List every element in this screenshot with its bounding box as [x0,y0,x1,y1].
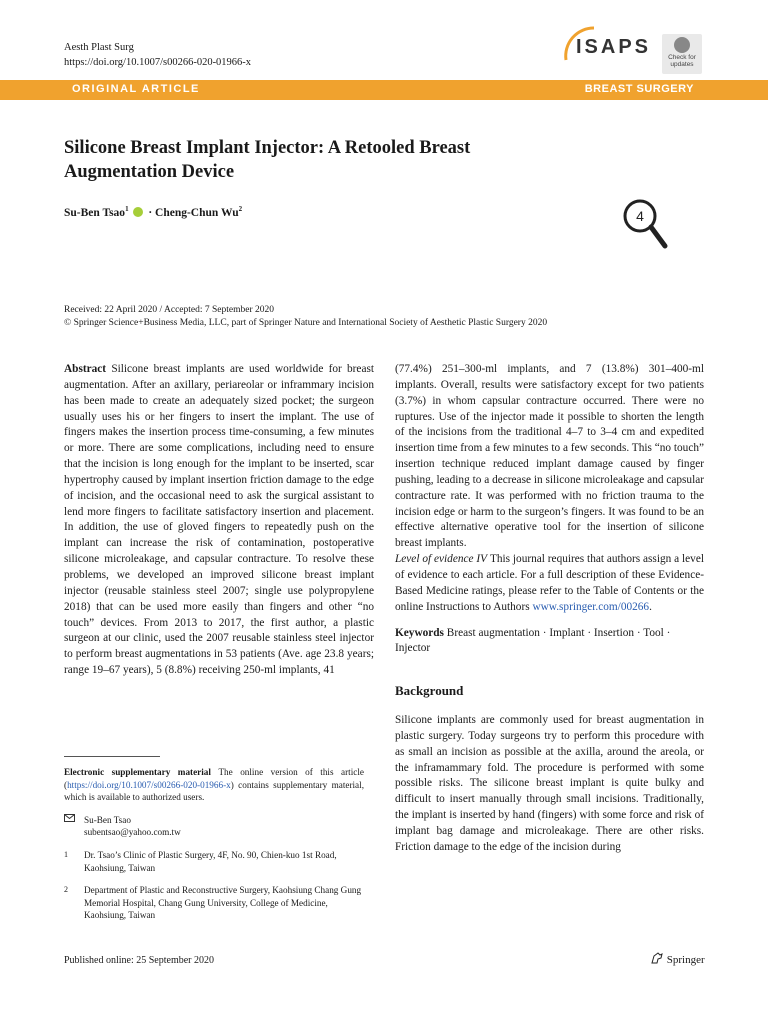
envelope-icon [64,814,84,839]
evidence-level-number: 4 [636,208,644,224]
author-name[interactable]: Cheng-Chun Wu [155,206,239,219]
springer-link[interactable]: www.springer.com/00266 [532,600,650,613]
bookmark-icon [674,37,690,53]
level-of-evidence-label: Level of evidence IV [395,553,488,566]
abstract-left-column [64,362,374,679]
subject-label: BREAST SURGERY [584,83,694,95]
author-line: Su-Ben Tsao$^1$ · Cheng-Chun Wu$^2$ [64,205,243,219]
isaps-logo: ISAPS [556,22,652,74]
orcid-icon[interactable] [133,207,143,217]
abstract-text-left: Silicone breast implants are used worldwide for breast augmentation. After an axillary, periareolar or inframmary incision has been made to create an adequately sized pocket; the surgeon usually uses his or her fingers to insert the implant. The use of fingers makes the insertion process time-consuming, a few minutes or more. There are some complications, including need to ensure that the incision is long enough for the implant to be inserted, scar hypertrophy caused by implant insertion friction damage to the edge of incision, and the occasional need to ask the surgical assistant to lend more fingers to facilitate satisfactory insertion and placement. In addition, the use of gloved fingers to repeatedly push on the implant can increase the risk of contamination, postoperative silicone microleakage, and capsular contracture. To resolve these problems, we developed an improved silicone breast implant injector (reusable stainless steel 2007; single use polypropylene 2018) that can be used more easily than fingers and other “no touch” devices. From 2013 to 2017, the first author, a plastic surgeon at our clinic, used the 2007 reusable stainless steel injector to perform breast augmentations in 53 patients (Ave. age 23.8 years; range 19–67 years), 5 (8.8%) receiving 250-ml implants, 41 [64,363,374,677]
published-date: Published online: 25 September 2020 [64,955,214,966]
abstract-right-column: (77.4%) 251–300-ml implants, and 7 (13.8%) 301–400-ml implants. Overall, results were satisfactory except for two patients (3.7%) in whom capsular contracture occurred. There were no ruptures. Use of the injector made it possible to shorten the length of the incisions from the traditional 4–7 to 3–4 cm and expedited insertion time from a few minutes to a few seconds. This “no touch” insertion technique reduced implant damage caused by finger pushing, leading to a decrease in silicone microleakage and capsular contracture rate. It was performed with no friction trauma to the incision edge or harm to the surgeon’s fingers. It was found to be an effective alternative operative tool for the insertion of silicone breast implants. Level of evidence IV This journal requires that authors assign a level of evidence to each article. For a full description of these Evidence-Based Medicine ratings, please refer to the Table of Contents or the online Instructions to Authors www.springer.com/00266. Keywords Breast augmentation · Implant · Insertion · Tool · Injector Background Silicone implants are commonly used for breast augmentation in plastic surgery. Today surgeons try to perform this procedure with as small an incision as possible at the axilla, around the areola, or the inframammary fold. The procedure is performed with some possible risks. The silicone breast implant is quite bulky and difficult to insert manually through small incisions. Traditionally, the implant is inserted by hand (fingers) with some force and risk of implant bag damage and microleakage. There are other risks. Friction damage to the edge of the incision during [395,362,704,856]
journal-name: Aesth Plast Surg [64,42,134,53]
level-of-evidence-text: This journal requires that authors assign a level of evidence to each article. For a full description of these Evidence-Based Medicine ratings, please refer to the Table of Contents or the online Instructions to Authors [395,553,704,613]
check-for-updates-badge[interactable]: Check for updates [662,34,702,74]
keywords-text: Breast augmentation · Implant · Insertion · Tool · Injector [395,626,671,655]
copyright-line: © Springer Science+Business Media, LLC, part of Springer Nature and International Society of Aesthetic Plastic Surgery 2020 [64,318,548,328]
author-name[interactable]: Su-Ben Tsao [64,206,126,219]
background-heading: Background [395,683,464,699]
contact-name: Su-Ben Tsao [84,814,131,825]
footnotes: Electronic supplementary material The online version of this article (https://doi.org/10.1007/s00266-020-01966-x) contains supplementary material, which is available to authorized users. Su-Ben Tsao subentsao@yahoo.com.tw 1 Dr. Tsao’s Clinic of Plastic Surgery, 4F, No. 90, Chien-kuo 1st Road, Kaohsiung, Taiwan 2 Department of Plastic and Reconstructive Surgery, Kaohsiung Chang Gung Memorial Hospital, Chang Gung University, College of Medicine, Kaohsiung, Taiwan [64,767,364,921]
evidence-level-icon [620,196,668,250]
footnote-divider [64,756,160,757]
contact-author [64,814,364,839]
background-text: Silicone implants are commonly used for breast augmentation in plastic surgery. Today surgeons try to perform this procedure with as small an incision as possible at the axilla, around the areola, or the inframammary fold. The procedure is performed with some possible risks. The silicone breast implant is quite bulky and difficult to insert manually through small incisions. Traditionally, the implant is inserted by hand (fingers) with some force and risk of implant bag damage and microleakage. There are other risks. Friction damage to the edge of the incision during [395,714,704,853]
affiliation-1: 1 Dr. Tsao’s Clinic of Plastic Surgery, 4F, No. 90, Chien-kuo 1st Road, Kaohsiung, Taiwan [64,849,337,873]
affiliation-2: 2 Department of Plastic and Reconstructive Surgery, Kaohsiung Chang Gung Memorial Hospital, Chang Gung University, College of Medicine, Kaohsiung, Taiwan [64,885,362,921]
article-title: Silicone Breast Implant Injector: A Retooled Breast Augmentation Device [64,138,471,182]
abstract-label: Abstract [64,363,107,375]
doi-link[interactable]: https://doi.org/10.1007/s00266-020-01966-x [64,57,252,68]
springer-logo: Springer [650,952,705,966]
keywords-label: Keywords [395,626,444,639]
esm-label: Electronic supplementary material [64,767,211,777]
article-dates [64,304,704,330]
abstract-text-right: (77.4%) 251–300-ml implants, and 7 (13.8%) 301–400-ml implants. Overall, results were satisfactory except for two patients (3.7%) in whom capsular contracture occurred. There were no ruptures. Use of the injector made it possible to shorten the length of the incisions from the traditional 4–7 to 3–4 cm and expedited insertion time from a few minutes to a few seconds. This “no touch” insertion technique reduced implant damage caused by finger pushing, leading to a decrease in silicone microleakage and capsular contracture rate. It was performed with no friction trauma to the incision edge or harm to the surgeon’s fingers. It was found to be an effective alternative operative tool for the insertion of silicone breast implants. [395,363,704,550]
esm-link[interactable]: https://doi.org/10.1007/s00266-020-01966-x [67,779,231,790]
article-type-label: ORIGINAL ARTICLE [72,83,200,95]
springer-horse-icon [650,952,664,964]
received-accepted: Received: 22 April 2020 / Accepted: 7 September 2020 [64,305,275,315]
journal-header [64,40,251,70]
contact-email[interactable]: subentsao@yahoo.com.tw [84,827,181,838]
